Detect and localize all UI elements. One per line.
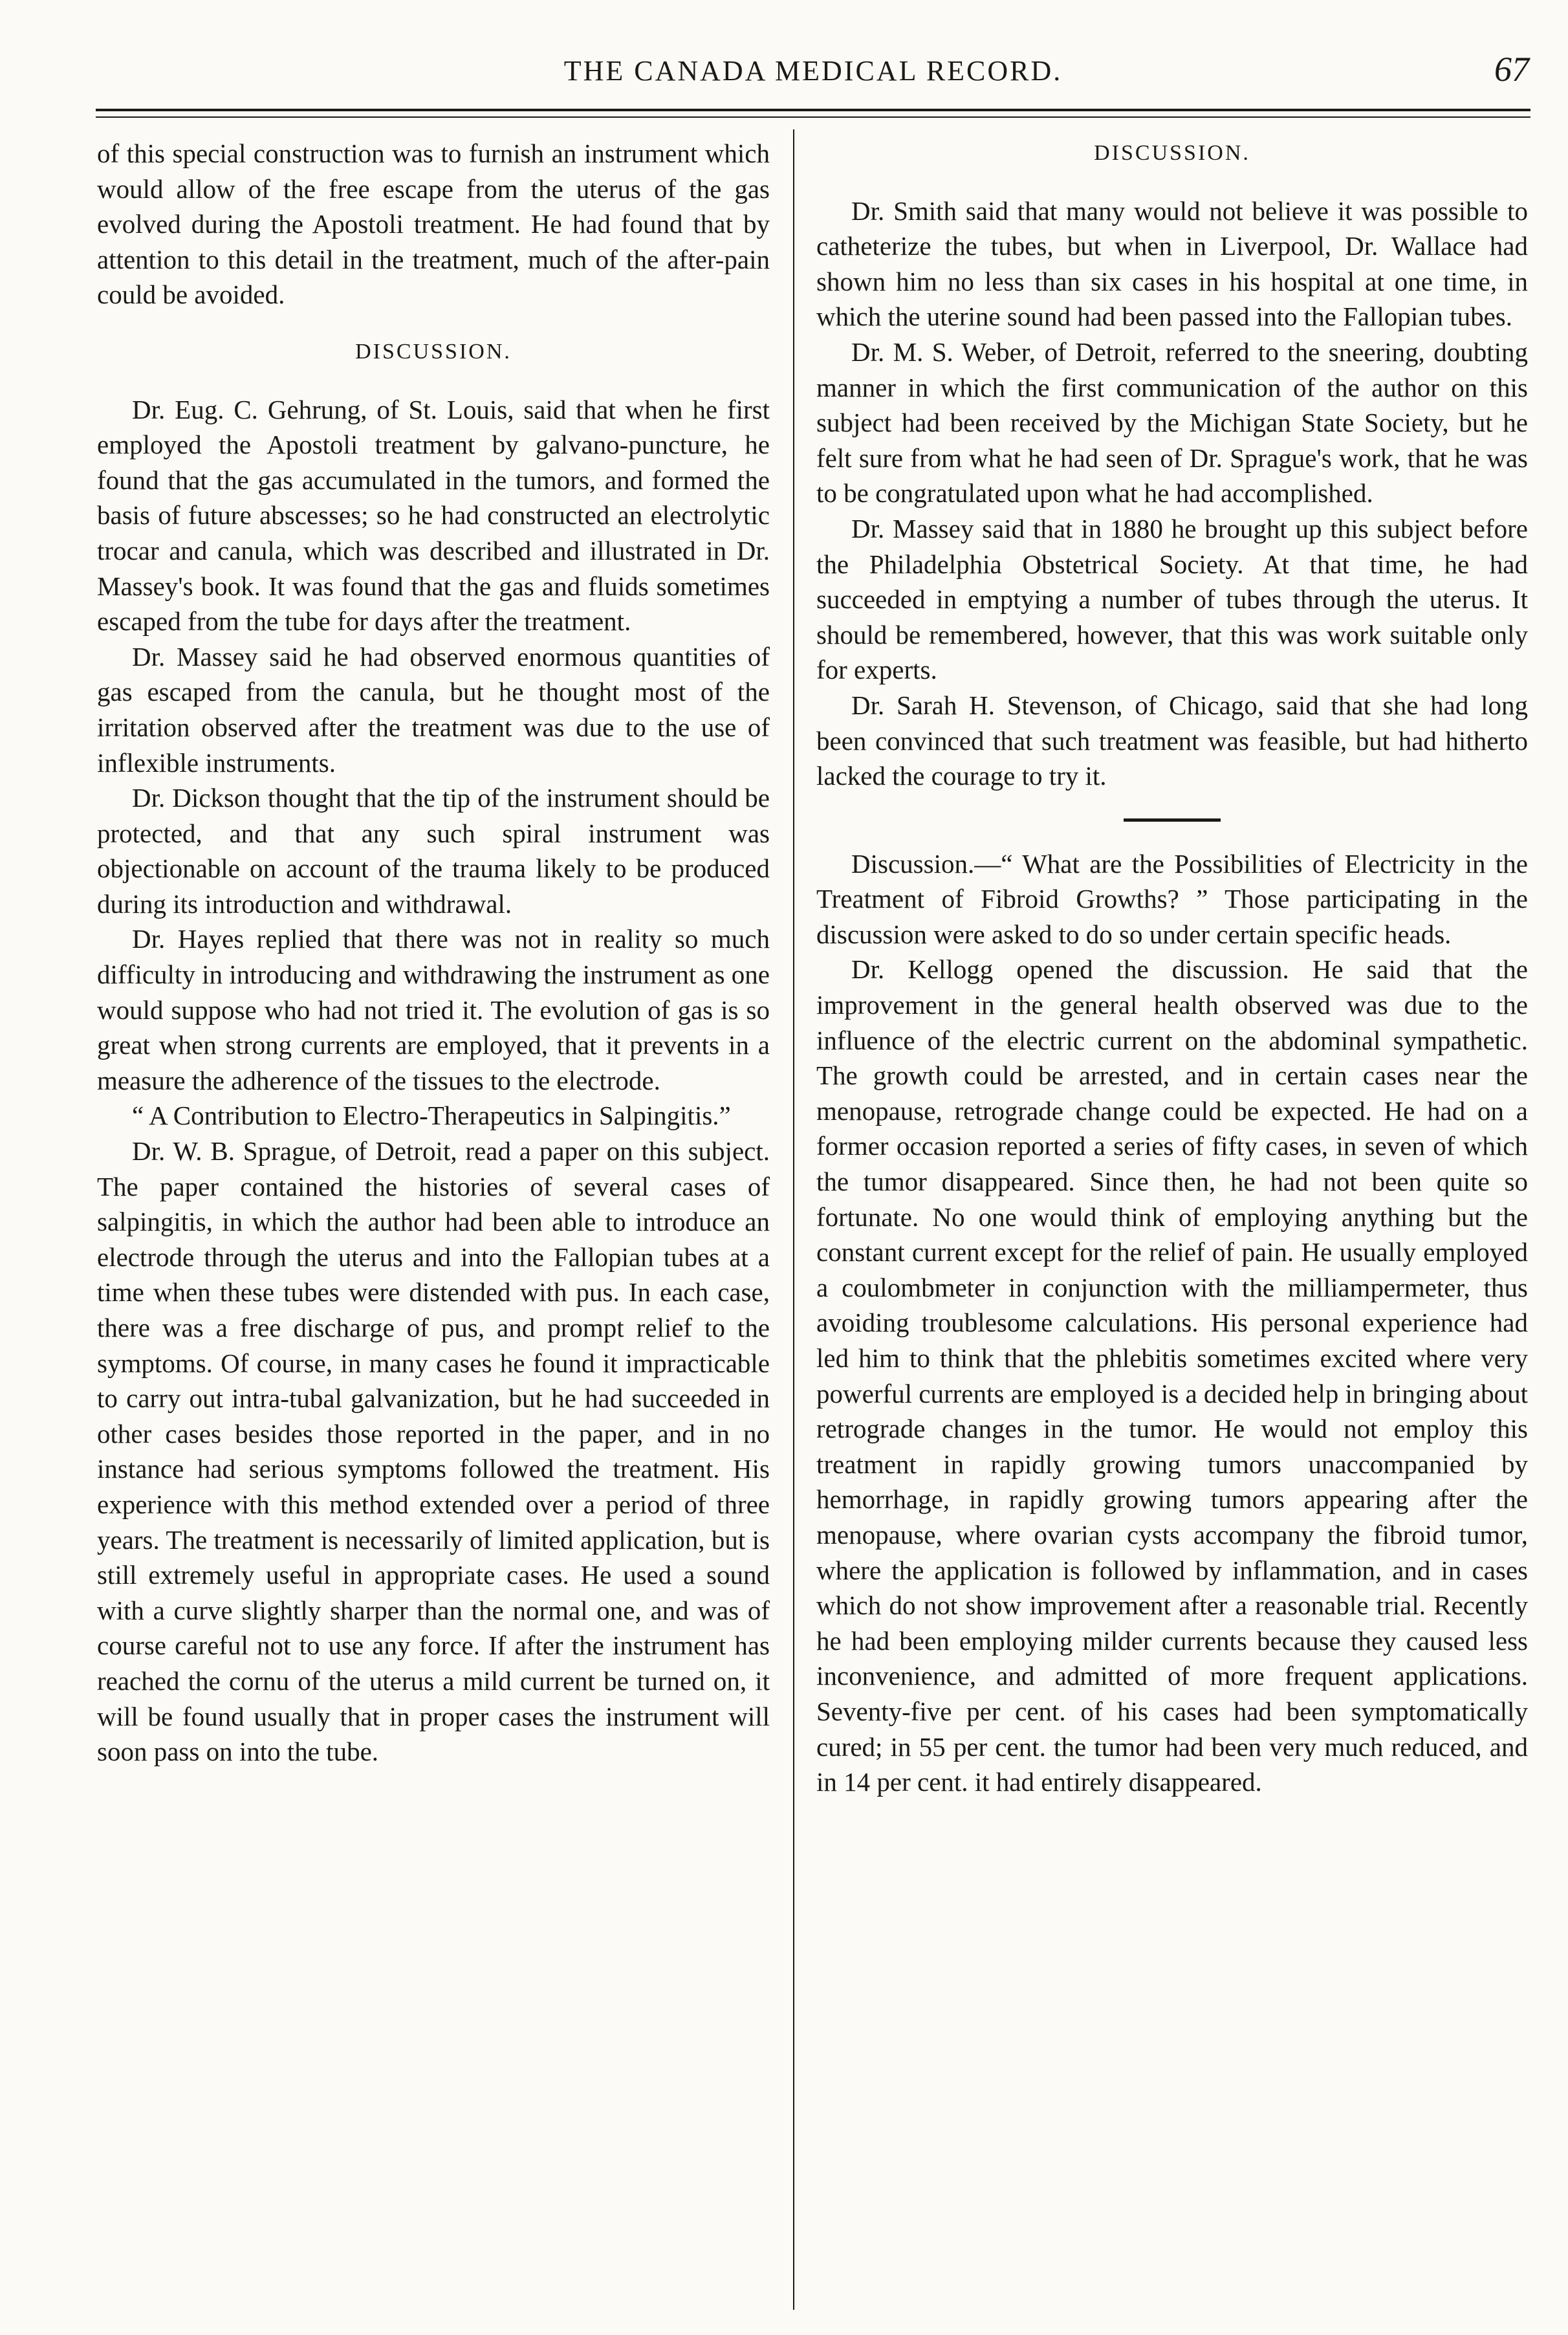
paper-title: “ A Contribution to Electro-Therapeutics in Salpingitis.”	[132, 1101, 731, 1131]
page-header	[97, 50, 1529, 100]
left-column	[97, 136, 770, 2310]
right-column	[816, 136, 1528, 2310]
paragraph: Dr. Hayes replied that there was not in reality so much difficulty in introducing and withdrawing the instrument as one would suppose who had not tried it. The evolution of gas is so great when strong currents are employed, that it prevents in a measure the adherence of the tissues to the electrode.	[97, 924, 770, 1095]
running-title: THE CANADA MEDICAL RECORD.	[563, 55, 1063, 87]
paragraph: Dr. M. S. Weber, of Detroit, referred to the sneering, doubting manner in which the first communication of the author on this subject had been received by the Michigan State Society, but he felt sure from what he had seen of Dr. Sprague's work, that he was to be congratulated upon what he had accomplished.	[816, 336, 1528, 509]
section-heading: DISCUSSION.	[355, 339, 512, 364]
header-rule-thick	[96, 109, 1530, 111]
continued-paragraph: of this special construction was to furnish an instrument which would allow of the free escape from the uterus of the gas evolved during the Apostoli treatment. He had found that by attention to this detail in the treatment, much of the after-pain could be avoided.	[97, 138, 770, 310]
paragraph: Dr. Massey said that in 1880 he brought up this subject before the Philadelphia Obstetrical Society. At that time, he had succeeded in emptying a number of tubes through the uterus. It should be remembered, however, that this was work suitable only for experts.	[816, 513, 1528, 685]
paragraph: Dr. W. B. Sprague, of Detroit, read a paper on this subject. The paper contained the histories of several cases of salpingitis, in which the author had been able to introduce an electrode through the uterus and into the Fallopian tubes at a time when these tubes were distended with pus. In each case, there was a free discharge of pus, and prompt relief to the symptoms. Of course, in many cases he found it impracticable to carry out intra-tubal galvanization, but he had succeeded in other cases besides those reported in the paper, and in no instance had serious symptoms followed the treatment. His experience with this method extended over a period of three years. The treatment is necessarily of limited application, but is still extremely useful in appropriate cases. He used a sound with a curve slightly sharper than the normal one, and was of course careful not to use any force. If after the instrument has reached the cornu of the uterus a mild current be turned on, it will be found usually that in proper cases the instrument will soon pass on into the tube.	[97, 1136, 770, 1767]
paragraph: Dr. Smith said that many would not believe it was possible to catheterize the tubes, but when in Liverpool, Dr. Wallace had shown him no less than six cases in his hospital at one time, in which the uterine sound had been passed into the Fallopian tubes.	[816, 195, 1528, 332]
section-separator	[1124, 818, 1221, 822]
discussion-topic: Discussion.—“ What are the Possibilities of Electricity in the Treatment of Fibroid Growths? ” Those participating in the discussion were asked to do so under certain specific heads.	[816, 848, 1528, 949]
page-number: 67	[1494, 50, 1529, 89]
paragraph: Dr. Eug. C. Gehrung, of St. Louis, said that when he first employed the Apostoli treatment by galvano-puncture, he found that the gas accumulated in the tumors, and formed the basis of future abscesses; so he had constructed an electrolytic trocar and canula, which was described and illustrated in Dr. Massey's book. It was found that the gas and fluids sometimes escaped from the tube for days after the treatment.	[97, 394, 770, 637]
paragraph: Dr. Massey said he had observed enormous quantities of gas escaped from the canula, but he thought most of the irritation observed after the treatment was due to the use of inflexible instruments.	[97, 641, 770, 778]
paragraph: Dr. Sarah H. Stevenson, of Chicago, said that she had long been convinced that such treatment was feasible, but had hitherto lacked the courage to try it.	[816, 690, 1528, 791]
paragraph: Dr. Kellogg opened the discussion. He said that the improvement in the general health observed was due to the influence of the electric current on the abdominal sympathetic. The growth could be arrested, and in certain cases near the menopause, retrograde change could be expected. He had on a former occasion reported a series of fifty cases, in seven of which the tumor disappeared. Since then, he had not been quite so fortunate. No one would think of employing anything but the constant current except for the relief of pain. He usually employed a coulombmeter in conjunction with the milliampermeter, thus avoiding troublesome calculations. His personal experience had led him to think that the phlebitis sometimes excited where very powerful currents are employed is a decided help in bringing about retrograde changes in the tumor. He would not employ this treatment in rapidly growing tumors unaccompanied by hemorrhage, in rapidly growing tumors appearing after the menopause, where ovarian cysts accompany the fibroid tumor, where the application is followed by inflammation, and in cases which do not show improvement after a reasonable trial. Recently he had been employing milder currents because they caused less inconvenience, and admitted of more frequent applications. Seventy-five per cent. of his cases had been symptomatically cured; in 55 per cent. the tumor had been very much reduced, and in 14 per cent. it had entirely disappeared.	[816, 954, 1528, 1797]
column-divider	[793, 129, 794, 2310]
header-rule-thin	[96, 116, 1530, 118]
section-heading: DISCUSSION.	[1094, 141, 1250, 165]
paragraph: Dr. Dickson thought that the tip of the instrument should be protected, and that any such spiral instrument was objectionable on account of the trauma likely to be produced during its introduction and withdrawal.	[97, 783, 770, 919]
